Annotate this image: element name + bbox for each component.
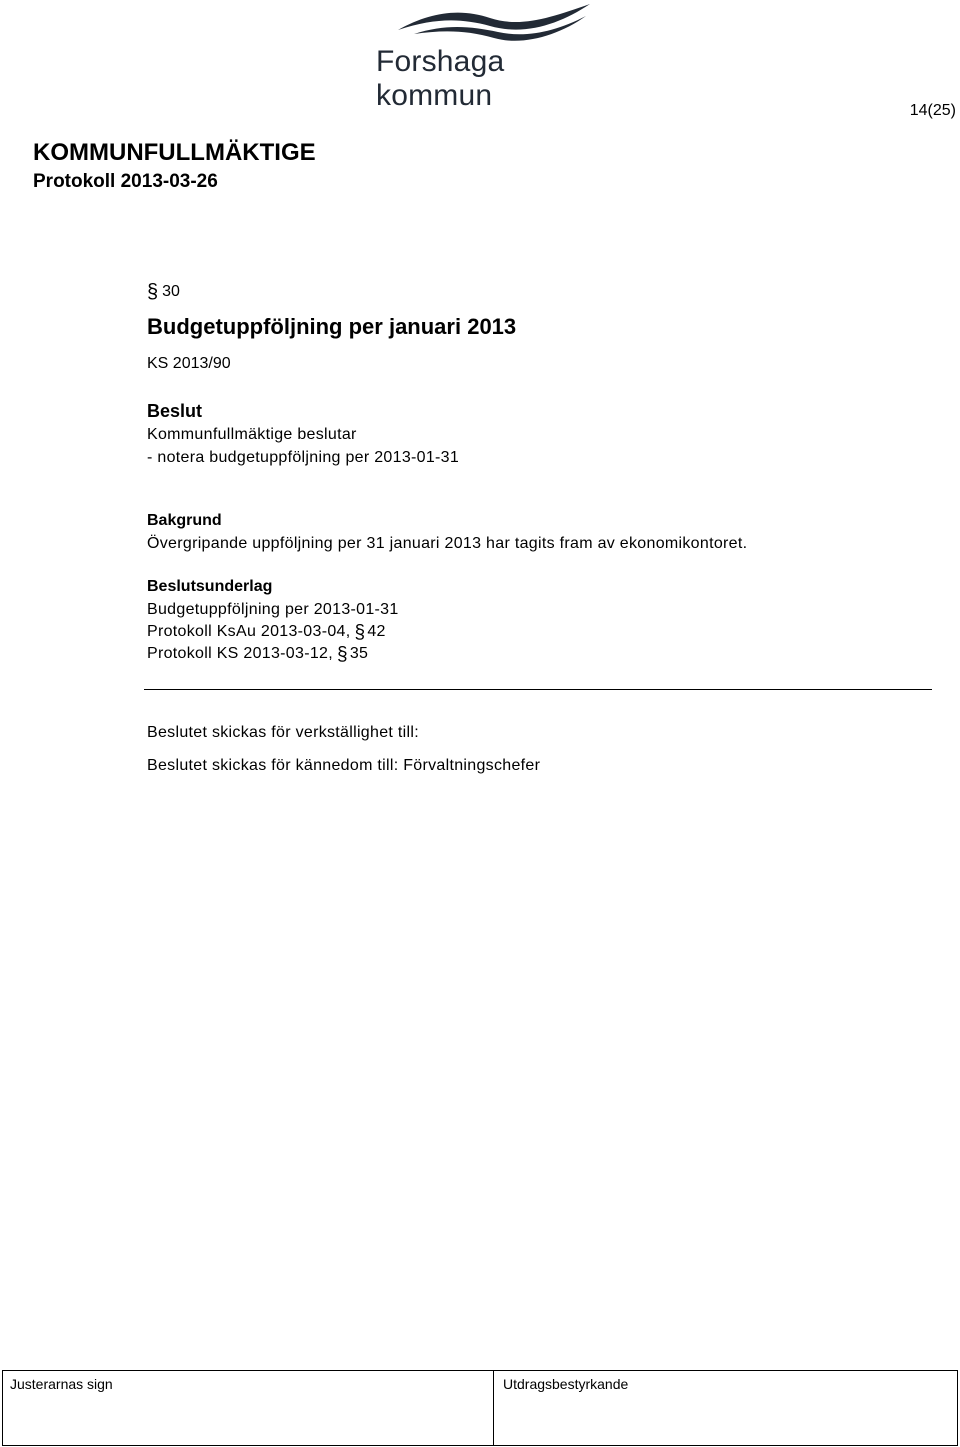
signature-table xyxy=(2,1370,958,1446)
basis-item xyxy=(147,622,386,644)
basis-item-text: Protokoll KsAu 2013-03-04, xyxy=(147,623,351,640)
justification-sign-label: Justerarnas sign xyxy=(10,1376,113,1392)
dispatch-info: Beslutet skickas för kännedom till: Förvaltningschefer xyxy=(147,757,541,774)
basis-item xyxy=(147,644,368,666)
basis-item-paragraph: 35 xyxy=(349,645,369,662)
section-sign-icon: § xyxy=(336,644,348,665)
basis-item-paragraph: 42 xyxy=(367,623,386,640)
org-title: KOMMUNFULLMÄKTIGE xyxy=(33,139,316,166)
basis-heading: Beslutsunderlag xyxy=(147,578,273,595)
logo-wordmark: Forshaga kommun xyxy=(376,45,505,112)
basis-item: Budgetuppföljning per 2013-01-31 xyxy=(147,601,399,618)
decision-heading: Beslut xyxy=(147,401,203,421)
page-number: 14(25) xyxy=(909,102,956,119)
separator-line xyxy=(144,689,932,690)
dispatch-execution: Beslutet skickas för verkställighet till: xyxy=(147,724,419,741)
background-text: Övergripande uppföljning per 31 januari 2013 har tagits fram av ekonomikontoret. xyxy=(147,535,748,552)
paragraph-number-value: 30 xyxy=(162,283,180,300)
protocol-date: Protokoll 2013-03-26 xyxy=(33,171,218,192)
case-number: KS 2013/90 xyxy=(147,355,231,372)
wave-emblem-icon xyxy=(390,0,600,48)
forshaga-logo xyxy=(370,0,620,112)
decision-line: Kommunfullmäktige beslutar xyxy=(147,426,357,443)
background-heading: Bakgrund xyxy=(147,512,222,529)
signature-table-divider xyxy=(493,1370,494,1446)
extract-certification-label: Utdragsbestyrkande xyxy=(503,1376,629,1392)
section-sign-icon: § xyxy=(147,281,159,303)
decision-line: - notera budgetuppföljning per 2013-01-31 xyxy=(147,449,460,466)
item-title: Budgetuppföljning per januari 2013 xyxy=(147,314,517,339)
paragraph-number xyxy=(147,281,180,304)
basis-item-text: Protokoll KS 2013-03-12, xyxy=(147,645,333,662)
section-sign-icon: § xyxy=(354,622,366,643)
